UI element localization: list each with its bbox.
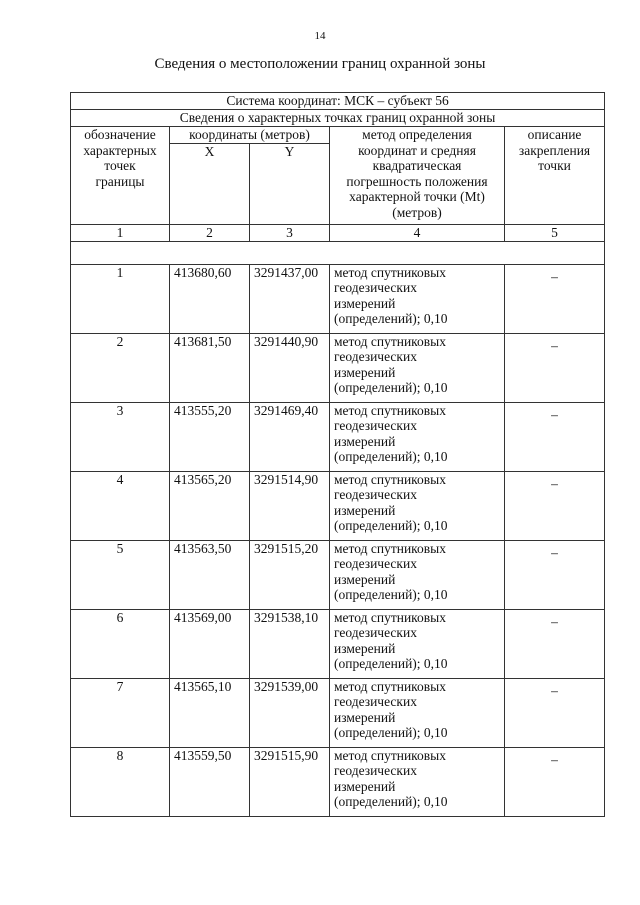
dash-placeholder: –: [551, 613, 558, 629]
method-line: (определений); 0,10: [334, 311, 448, 326]
column-number: 1: [71, 224, 170, 241]
method-line: геодезических: [334, 418, 417, 433]
table-row: [71, 471, 605, 540]
method-cell: [330, 678, 505, 747]
method-cell: [330, 540, 505, 609]
method-line: геодезических: [334, 694, 417, 709]
table-row: [71, 264, 605, 333]
point-id-cell: 4: [71, 471, 170, 540]
y-coordinate-cell: 3291440,90: [250, 333, 330, 402]
description-header: описание закрепления точки: [505, 127, 605, 225]
column-number: 5: [505, 224, 605, 241]
fixing-description-cell: [505, 402, 605, 471]
point-id-cell: 6: [71, 609, 170, 678]
column-number: 4: [330, 224, 505, 241]
column-number: 2: [170, 224, 250, 241]
x-coordinate-cell: 413565,10: [170, 678, 250, 747]
dash-placeholder: –: [551, 475, 558, 491]
page-number: 14: [314, 30, 326, 42]
point-id-cell: 8: [71, 747, 170, 816]
method-line: измерений: [334, 295, 396, 311]
method-line: геодезических: [334, 487, 417, 502]
method-cell: [330, 402, 505, 471]
coordinates-header: координаты (метров): [170, 127, 330, 144]
x-coordinate-cell: 413563,50: [170, 540, 250, 609]
dash-placeholder: –: [551, 406, 558, 422]
table-row: [71, 609, 605, 678]
method-line: метод спутниковых: [334, 264, 446, 280]
method-cell: [330, 471, 505, 540]
dash-placeholder: –: [551, 268, 558, 284]
method-line: (определений); 0,10: [334, 656, 448, 671]
x-header: X: [170, 143, 250, 224]
dash-placeholder: –: [551, 682, 558, 698]
point-designation-header: обозначение характерных точек границы: [71, 127, 170, 225]
column-number: 3: [250, 224, 330, 241]
spacer-row: [71, 241, 605, 264]
y-coordinate-cell: 3291515,20: [250, 540, 330, 609]
method-line: геодезических: [334, 625, 417, 640]
table-row: [71, 678, 605, 747]
method-line: (определений); 0,10: [334, 725, 448, 740]
fixing-description-cell: [505, 678, 605, 747]
boundary-points-table: [70, 92, 605, 817]
fixing-description-cell: [505, 609, 605, 678]
spacer-cell: [71, 241, 605, 264]
table-row: [71, 333, 605, 402]
method-cell: [330, 264, 505, 333]
fixing-description-cell: [505, 747, 605, 816]
fixing-description-cell: [505, 471, 605, 540]
method-line: измерений: [334, 433, 396, 449]
method-cell: [330, 747, 505, 816]
y-coordinate-cell: 3291538,10: [250, 609, 330, 678]
method-line: метод спутниковых: [334, 333, 446, 349]
method-line: геодезических: [334, 280, 417, 295]
point-id-cell: 5: [71, 540, 170, 609]
table-row: [71, 540, 605, 609]
method-header: метод определения координат и средняя квадратическая погрешность положения характерной точки (Mt) (метров): [330, 127, 505, 225]
method-line: геодезических: [334, 349, 417, 364]
method-line: метод спутниковых: [334, 678, 446, 694]
method-line: измерений: [334, 364, 396, 380]
y-header: Y: [250, 143, 330, 224]
x-coordinate-cell: 413681,50: [170, 333, 250, 402]
y-coordinate-cell: 3291539,00: [250, 678, 330, 747]
method-line: геодезических: [334, 556, 417, 571]
x-coordinate-cell: 413559,50: [170, 747, 250, 816]
method-line: метод спутниковых: [334, 747, 446, 763]
method-line: метод спутниковых: [334, 402, 446, 418]
point-id-cell: 2: [71, 333, 170, 402]
method-line: (определений); 0,10: [334, 380, 448, 395]
x-coordinate-cell: 413555,20: [170, 402, 250, 471]
method-line: измерений: [334, 571, 396, 587]
method-line: измерений: [334, 640, 396, 656]
fixing-description-cell: [505, 333, 605, 402]
dash-placeholder: –: [551, 544, 558, 560]
method-line: метод спутниковых: [334, 471, 446, 487]
document-title: Сведения о местоположении границ охранной зоны: [154, 56, 486, 72]
method-line: (определений); 0,10: [334, 518, 448, 533]
table-row: [71, 402, 605, 471]
coordinate-system-header: Система координат: МСК – субъект 56: [71, 93, 605, 110]
y-coordinate-cell: 3291437,00: [250, 264, 330, 333]
y-coordinate-cell: 3291469,40: [250, 402, 330, 471]
method-cell: [330, 333, 505, 402]
table-row: [71, 747, 605, 816]
method-line: измерений: [334, 709, 396, 725]
point-id-cell: 1: [71, 264, 170, 333]
method-line: метод спутниковых: [334, 540, 446, 556]
method-line: метод спутниковых: [334, 609, 446, 625]
method-line: (определений); 0,10: [334, 794, 448, 809]
x-coordinate-cell: 413565,20: [170, 471, 250, 540]
fixing-description-cell: [505, 264, 605, 333]
y-coordinate-cell: 3291514,90: [250, 471, 330, 540]
fixing-description-cell: [505, 540, 605, 609]
method-line: геодезических: [334, 763, 417, 778]
method-line: (определений); 0,10: [334, 449, 448, 464]
point-id-cell: 3: [71, 402, 170, 471]
method-cell: [330, 609, 505, 678]
method-line: измерений: [334, 502, 396, 518]
section-title-header: Сведения о характерных точках границ охранной зоны: [71, 110, 605, 127]
y-coordinate-cell: 3291515,90: [250, 747, 330, 816]
point-id-cell: 7: [71, 678, 170, 747]
dash-placeholder: –: [551, 751, 558, 767]
x-coordinate-cell: 413680,60: [170, 264, 250, 333]
method-line: (определений); 0,10: [334, 587, 448, 602]
dash-placeholder: –: [551, 337, 558, 353]
method-line: измерений: [334, 778, 396, 794]
x-coordinate-cell: 413569,00: [170, 609, 250, 678]
